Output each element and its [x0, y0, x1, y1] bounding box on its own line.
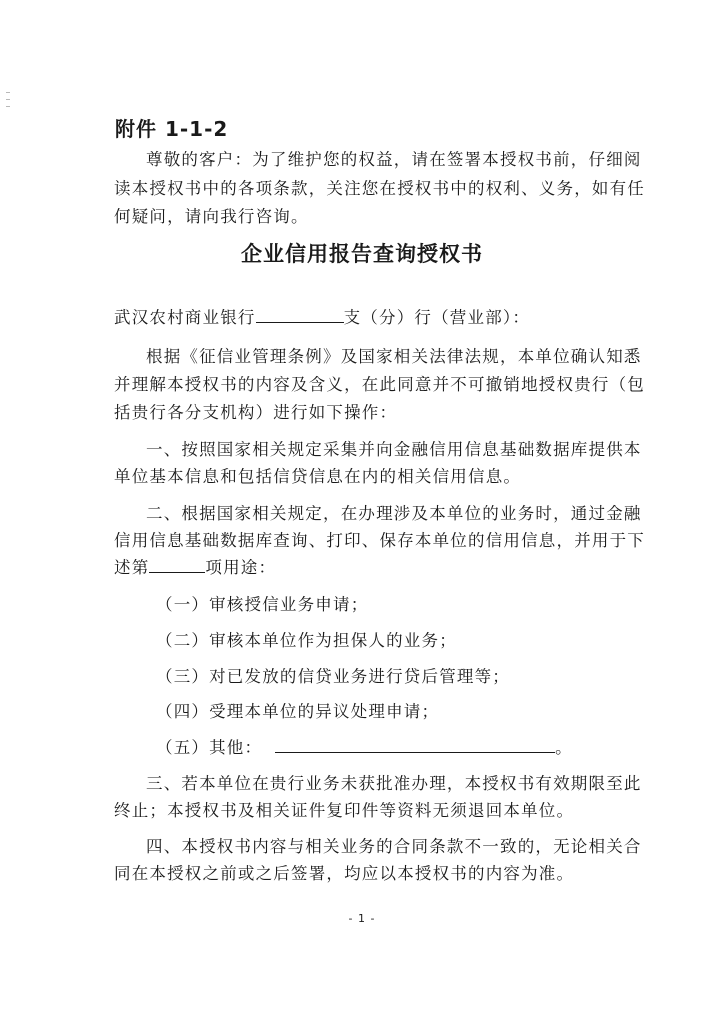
purpose-item [156, 734, 573, 758]
intro-line: 括贵行各分支机构）进行如下操作： [114, 403, 398, 422]
clause-2-line: 信用信息基础数据库查询、打印、保存本单位的信用信息，并用于下 [114, 531, 645, 550]
branch-blank [256, 306, 344, 323]
notice-line: 尊敬的客户：为了维护您的权益，请在签署本授权书前，仔细阅 [146, 150, 642, 169]
clause-3-line: 终止；本授权书及相关证件复印件等资料无须退回本单位。 [114, 801, 575, 820]
clause-1-line: 单位基本信息和包括信贷信息在内的相关信用信息。 [114, 467, 522, 486]
purpose-item: （一）审核授信业务申请； [156, 595, 369, 614]
clause-2-suffix: 项用途： [205, 558, 277, 577]
page-number: - 1 - [348, 912, 376, 925]
notice-line: 读本授权书中的各项条款，关注您在授权书中的权利、义务，如有任 [114, 179, 645, 198]
purpose-item: （三）对已发放的信贷业务进行贷后管理等； [156, 667, 510, 686]
notice-line: 何疑问，请向我行咨询。 [114, 207, 309, 226]
clause-4-line: 四、本授权书内容与相关业务的合同条款不一致的，无论相关合 [146, 837, 642, 856]
scan-edge-mark [6, 92, 10, 93]
clause-1-line: 一、按照国家相关规定采集并向金融信用信息基础数据库提供本 [146, 440, 642, 459]
branch-suffix: 支（分）行（营业部）： [343, 308, 531, 327]
purpose-item: （四）受理本单位的异议处理申请； [156, 702, 440, 721]
addressee-line [114, 304, 530, 328]
scan-edge-mark [6, 99, 10, 100]
clause-2-line: 二、根据国家相关规定，在办理涉及本单位的业务时，通过金融 [146, 504, 642, 523]
clause-3-line: 三、若本单位在贵行业务未获批准办理，本授权书有效期限至此 [146, 774, 642, 793]
scan-edge-mark [6, 106, 10, 107]
intro-line: 根据《征信业管理条例》及国家相关法律法规，本单位确认知悉 [146, 347, 642, 366]
attachment-label: 附件 1-1-2 [115, 117, 229, 141]
bank-name: 武汉农村商业银行 [114, 308, 256, 327]
purpose-other-blank [275, 736, 555, 753]
purpose-item: （二）审核本单位作为担保人的业务； [156, 631, 457, 650]
clause-4-line: 同在本授权之前或之后签署，均应以本授权书的内容为准。 [114, 864, 575, 883]
clause-2-prefix: 述第 [114, 558, 150, 577]
clause-2-line [114, 554, 276, 578]
document-title: 企业信用报告查询授权书 [241, 242, 483, 266]
purpose-other-label: （五）其他： [156, 738, 263, 757]
intro-line: 并理解本授权书的内容及含义，在此同意并不可撤销地授权贵行（包 [114, 375, 645, 394]
purpose-other-end: 。 [555, 738, 573, 757]
purpose-number-blank [149, 556, 205, 573]
